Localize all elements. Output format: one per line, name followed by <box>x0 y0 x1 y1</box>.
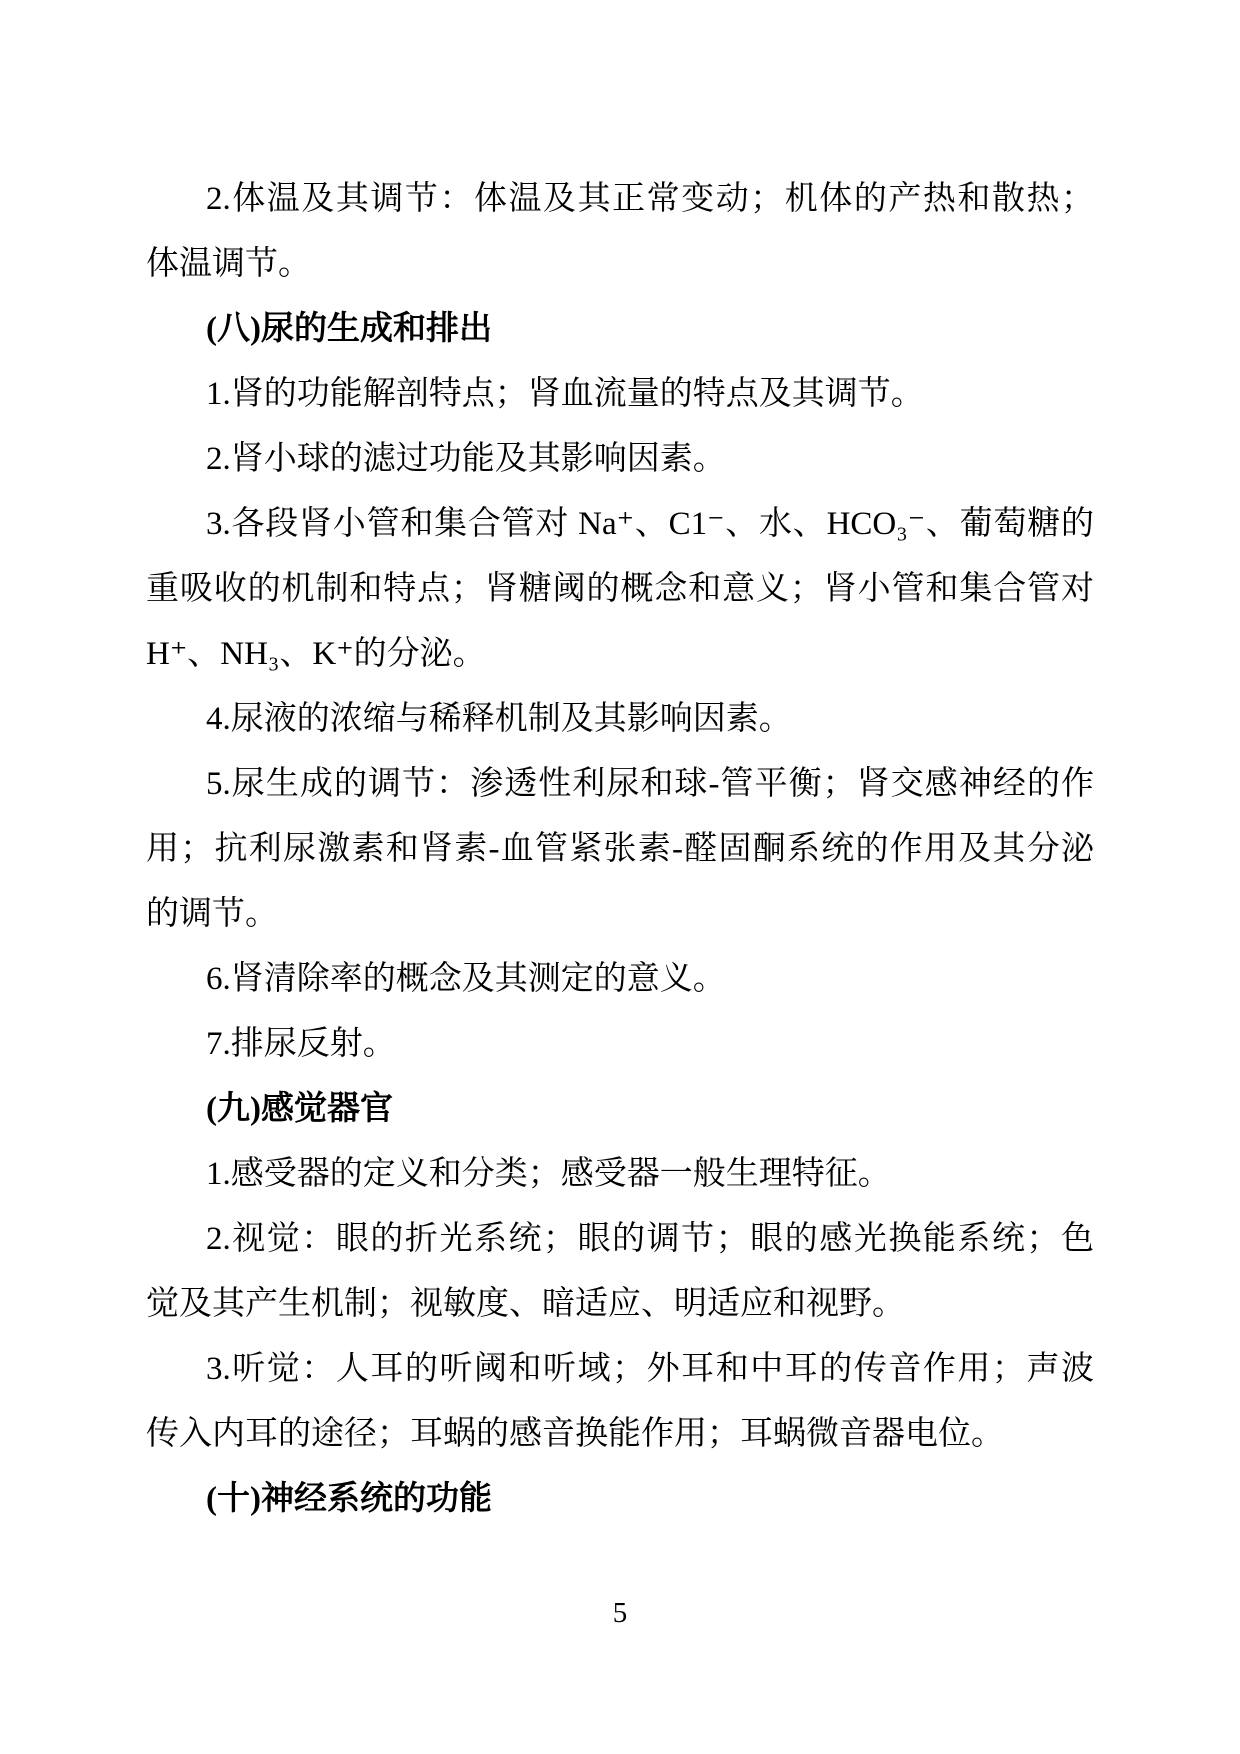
paragraph-line: 传入内耳的途径；耳蜗的感音换能作用；耳蜗微音器电位。 <box>146 1416 1004 1452</box>
section-heading: (八)尿的生成和排出 <box>206 311 492 347</box>
paragraph-line: 体温调节。 <box>146 246 311 282</box>
section-heading: (十)神经系统的功能 <box>206 1481 492 1517</box>
paragraph-line: 5.尿生成的调节：渗透性利尿和球-管平衡；肾交感神经的作 <box>206 766 1094 802</box>
paragraph-line: 2.视觉：眼的折光系统；眼的调节；眼的感光换能系统；色 <box>206 1221 1094 1257</box>
paragraph-line: 2.肾小球的滤过功能及其影响因素。 <box>206 441 726 477</box>
paragraph-line: H⁺、NH₃、K⁺的分泌。 <box>146 636 486 672</box>
document-body <box>146 167 1094 1532</box>
paragraph-line: 1.肾的功能解剖特点；肾血流量的特点及其调节。 <box>206 376 924 412</box>
paragraph-line: 1.感受器的定义和分类；感受器一般生理特征。 <box>206 1156 891 1192</box>
paragraph-line: 7.排尿反射。 <box>206 1026 396 1062</box>
paragraph-line: 觉及其产生机制；视敏度、暗适应、明适应和视野。 <box>146 1286 905 1322</box>
paragraph-line: 重吸收的机制和特点；肾糖阈的概念和意义；肾小管和集合管对 <box>146 571 1094 607</box>
paragraph-line: 的调节。 <box>146 896 278 932</box>
paragraph-line: 3.听觉：人耳的听阈和听域；外耳和中耳的传音作用；声波 <box>206 1351 1094 1387</box>
paragraph-line: 6.肾清除率的概念及其测定的意义。 <box>206 961 726 997</box>
section-heading: (九)感觉器官 <box>206 1091 393 1127</box>
paragraph-line: 2.体温及其调节：体温及其正常变动；机体的产热和散热； <box>206 181 1094 217</box>
page-number: 5 <box>612 1597 628 1629</box>
paragraph-line: 4.尿液的浓缩与稀释机制及其影响因素。 <box>206 701 792 737</box>
paragraph-line: 3.各段肾小管和集合管对 Na⁺、C1⁻、水、HCO₃⁻、葡萄糖的 <box>206 506 1094 542</box>
paragraph-line: 用；抗利尿激素和肾素-血管紧张素-醛固酮系统的作用及其分泌 <box>146 831 1094 867</box>
